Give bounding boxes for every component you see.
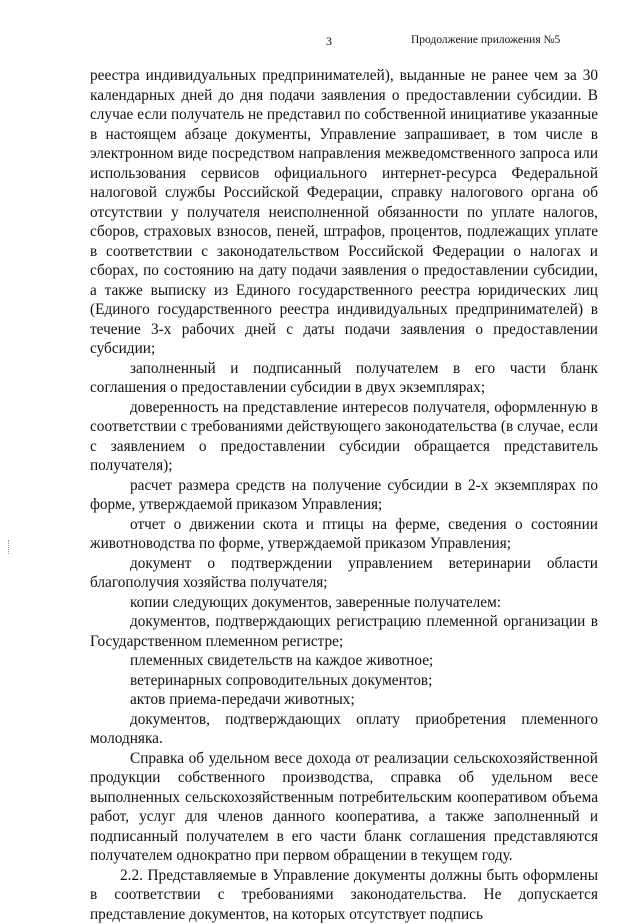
paragraph-document-copies: копии следующих документов, заверенные получателем: — [90, 593, 598, 613]
appendix-header-note: Продолжение приложения №5 — [411, 34, 560, 46]
page-number: 3 — [326, 34, 332, 49]
paragraph-transfer-acts: актов приема-передачи животных; — [90, 690, 598, 710]
paragraph-subsidy-calculation: расчет размера средств на получение субсидии в 2-х экземплярах по форме, утверждаемой приказом Управления; — [90, 476, 598, 515]
paragraph-livestock-report: отчет о движении скота и птицы на ферме, сведения о состоянии животноводства по форме, утверждаемой приказом Управления; — [90, 515, 598, 554]
paragraph-veterinary-confirmation: документ о подтверждении управлением ветеринарии области благополучия хозяйства получателя; — [90, 554, 598, 593]
paragraph-section-2-2: 2.2. Представляемые в Управление документы должны быть оформлены в соответствии с требованиями законодательства. Не допускается представление документов, на которых отсутствует подпись — [90, 866, 598, 924]
margin-scan-mark — [8, 540, 10, 554]
paragraph-breeding-registration: документов, подтверждающих регистрацию племенной организации в Государственном племенном регистре; — [90, 612, 598, 651]
paragraph-payment-documents: документов, подтверждающих оплату приобретения племенного молодняка. — [90, 710, 598, 749]
document-body — [90, 66, 598, 924]
paragraph-veterinary-documents: ветеринарных сопроводительных документов; — [90, 671, 598, 691]
paragraph-tax-certificate: реестра индивидуальных предпринимателей), выданные не ранее чем за 30 календарных дней до дня подачи заявления о предоставлении субсидии. В случае если получатель не представил по собственной инициативе указанные в настоящем абзаце документы, Управление запрашивает, в том числе в электронном виде посредством направления межведомственного запроса или использования сервисов официального интернет-ресурса Федеральной налоговой службы Российской Федерации, справку налогового органа об отсутствии у получателя неисполненной обязанности по уплате налогов, сборов, страховых взносов, пеней, штрафов, процентов, подлежащих уплате в соответствии с законодательством Российской Федерации о налогах и сборах, по состоянию на дату подачи заявления о предоставлении субсидии, а также выписку из Единого государственного реестра юридических лиц (Единого государственного реестра индивидуальных предпринимателей) в течение 3-х рабочих дней с даты подачи заявления о предоставлении субсидии; — [90, 66, 598, 359]
paragraph-breeding-certificates: племенных свидетельств на каждое животное; — [90, 651, 598, 671]
paragraph-income-share-certificate: Справка об удельном весе дохода от реализации сельскохозяйственной продукции собственного производства, справка об удельном весе выполненных сельскохозяйственным потребительским кооперативом объема работ, услуг для членов данного кооператива, а также заполненный и подписанный получателем в его части бланк соглашения представляются получателем однократно при первом обращении в текущем году. — [90, 749, 598, 866]
paragraph-power-of-attorney: доверенность на представление интересов получателя, оформленную в соответствии с требованиями действующего законодательства (в случае, если с заявлением о предоставлении субсидии обращается представитель получателя); — [90, 398, 598, 476]
paragraph-agreement-form: заполненный и подписанный получателем в его части бланк соглашения о предоставлении субсидии в двух экземплярах; — [90, 359, 598, 398]
